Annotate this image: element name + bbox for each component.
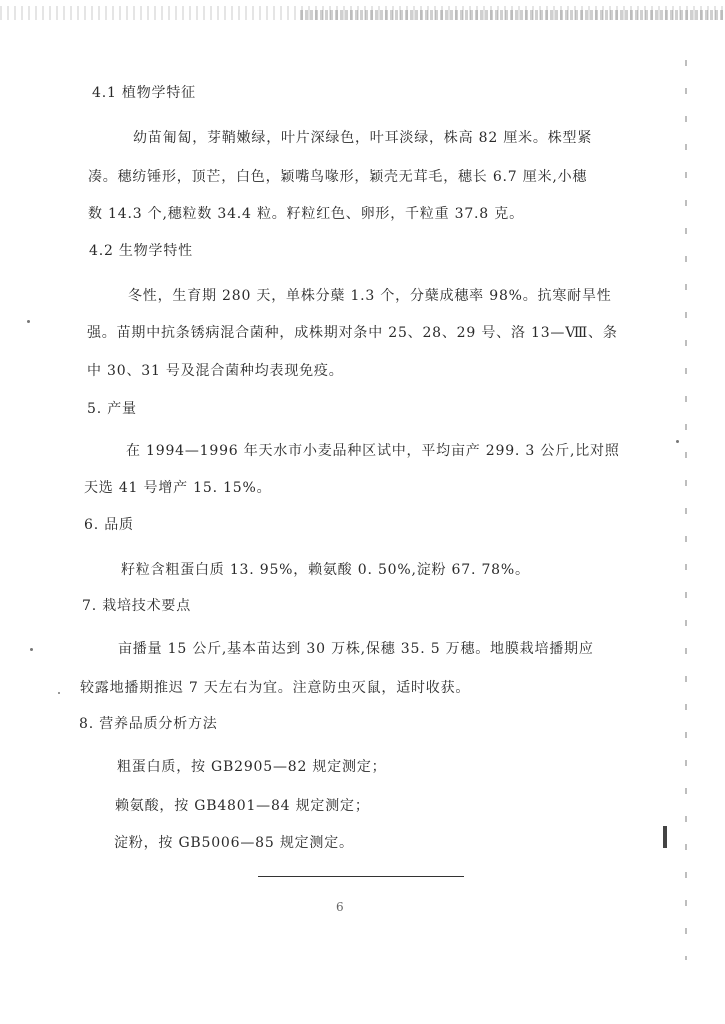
paragraph-line: 籽粒含粗蛋白质 13. 95%，赖氨酸 0. 50%,淀粉 67. 78%。	[121, 562, 530, 578]
section-heading-6: 6. 品质	[84, 517, 134, 533]
method-line: 粗蛋白质，按 GB2905—82 规定测定；	[117, 759, 387, 775]
section-heading-4-2: 4.2 生物学特性	[89, 243, 193, 259]
paragraph-line: 幼苗匍匐，芽鞘嫩绿，叶片深绿色，叶耳淡绿，株高 82 厘米。株型紧	[133, 130, 593, 146]
paragraph-line: 中 30、31 号及混合菌种均表现免疫。	[87, 363, 344, 379]
paragraph-line: 在 1994—1996 年天水市小麦品种区试中，平均亩产 299. 3 公斤,比对照	[126, 443, 620, 459]
paragraph-line: 亩播量 15 公斤,基本苗达到 30 万株,保穗 35. 5 万穗。地膜栽培播期应	[118, 641, 594, 657]
scan-noise-top-right	[300, 10, 725, 20]
paragraph-line: 凑。穗纺锤形，顶芒，白色，颖嘴鸟喙形，颖壳无茸毛，穗长 6.7 厘米,小穗	[88, 169, 588, 185]
section-heading-5: 5. 产量	[87, 401, 137, 417]
section-heading-8: 8. 营养品质分析方法	[79, 716, 218, 732]
section-heading-7: 7. 栽培技术要点	[82, 598, 192, 614]
paragraph-line: 较露地播期推迟 7 天左右为宜。注意防虫灭鼠，适时收获。	[80, 680, 471, 696]
scan-mark	[663, 826, 667, 848]
page-number: 6	[336, 900, 344, 914]
paragraph-line: 天选 41 号增产 15. 15%。	[84, 480, 272, 496]
footer-rule	[258, 876, 464, 877]
scan-edge-right	[685, 60, 687, 960]
method-line: 淀粉，按 GB5006—85 规定测定。	[114, 835, 354, 851]
paragraph-line: 强。苗期中抗条锈病混合菌种，成株期对条中 25、28、29 号、洛 13—Ⅷ、条	[87, 325, 618, 341]
method-line: 赖氨酸，按 GB4801—84 规定测定；	[115, 798, 370, 814]
section-heading-4-1: 4.1 植物学特征	[92, 85, 196, 101]
paragraph-line: 数 14.3 个,穗粒数 34.4 粒。籽粒红色、卵形，千粒重 37.8 克。	[88, 206, 524, 222]
paragraph-line: 冬性，生育期 280 天，单株分蘖 1.3 个，分蘖成穗率 98%。抗寒耐旱性	[128, 288, 612, 304]
